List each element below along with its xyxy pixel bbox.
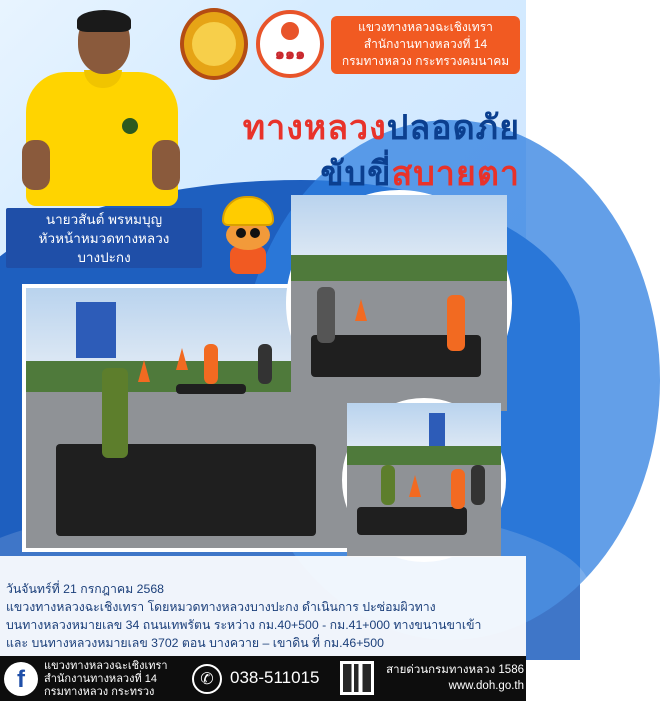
worker bbox=[204, 344, 218, 384]
worker bbox=[451, 469, 465, 509]
worker bbox=[381, 465, 395, 505]
announcement-date: วันจันทร์ที่ 21 กรกฎาคม 2568 bbox=[6, 582, 165, 596]
asphalt-patch bbox=[56, 444, 316, 536]
org-line-1: แขวงทางหลวงฉะเชิงเทรา bbox=[358, 20, 493, 34]
phone-icon: ✆ bbox=[192, 664, 222, 694]
logo-inner-emblem bbox=[192, 22, 236, 66]
worker bbox=[102, 368, 128, 458]
logo-dot bbox=[281, 22, 299, 40]
traffic-cone bbox=[355, 299, 367, 321]
footer-bar bbox=[0, 656, 526, 711]
asphalt-patch bbox=[176, 384, 246, 394]
fb-line-1: แขวงทางหลวงฉะเชิงเทรา bbox=[44, 660, 168, 672]
official-portrait bbox=[22, 8, 182, 206]
worker bbox=[471, 465, 485, 505]
anniversary-number: ๑๑๑ bbox=[274, 43, 306, 63]
official-role-1: หัวหน้าหมวดทางหลวง bbox=[38, 231, 170, 246]
official-name-box bbox=[6, 208, 202, 268]
organization-banner bbox=[331, 16, 520, 74]
qr-code-icon[interactable] bbox=[340, 661, 374, 695]
headline-word-comfortable: สบายตา bbox=[391, 155, 520, 193]
traffic-cone bbox=[409, 475, 421, 497]
fb-line-3: กรมทางหลวง กระทรวงคมนาคม bbox=[44, 686, 155, 711]
mascot-helmet bbox=[222, 196, 274, 226]
mascot-eye-right bbox=[250, 228, 260, 238]
worker bbox=[258, 344, 272, 384]
hotline-info bbox=[384, 662, 524, 694]
announcement-line-2: บนทางหลวงหมายเลข 34 ถนนเทพรัตน ระหว่าง กม.40+500 - กม.41+000 ทางขนานขาเข้า bbox=[6, 618, 482, 632]
announcement-line-3: และ บนทางหลวงหมายเลข 3702 ตอน บางควาย – เขาดิน ที่ กม.46+500 bbox=[6, 636, 384, 650]
fb-line-2: สำนักงานทางหลวงที่ 14 bbox=[44, 673, 158, 685]
thumbs-up-right bbox=[152, 140, 180, 190]
official-name: นายวสันต์ พรหมบุญ bbox=[45, 212, 163, 227]
photo-building bbox=[76, 302, 116, 358]
facebook-icon[interactable]: f bbox=[4, 662, 38, 696]
worker bbox=[447, 295, 465, 351]
headline-word-safe: ปลอดภัย bbox=[386, 109, 520, 147]
website-link[interactable]: www.doh.go.th bbox=[448, 680, 524, 692]
traffic-cone bbox=[176, 348, 188, 370]
org-line-3: กรมทางหลวง กระทรวงคมนาคม bbox=[341, 54, 510, 68]
phone-number[interactable]: 038-511015 bbox=[230, 668, 320, 687]
facebook-page-name[interactable] bbox=[44, 660, 194, 712]
anniversary-logo bbox=[256, 10, 324, 78]
shirt-emblem bbox=[122, 118, 138, 134]
announcement-text bbox=[0, 556, 526, 656]
headline-word-drive: ขับขี่ bbox=[320, 155, 392, 193]
official-role-2: บางปะกง bbox=[77, 250, 131, 265]
highway-mascot bbox=[212, 196, 284, 276]
traffic-cone bbox=[138, 360, 150, 382]
org-line-2: สำนักงานทางหลวงที่ 14 bbox=[363, 37, 488, 51]
thumbs-up-left bbox=[22, 140, 50, 190]
hair bbox=[77, 10, 131, 32]
road-repair-photo-circle-1 bbox=[286, 190, 512, 416]
announcement-line-1: แขวงทางหลวงฉะเชิงเทรา โดยหมวดทางหลวงบางปะกง ดำเนินการ ปะซ่อมผิวทาง bbox=[6, 600, 436, 614]
road-repair-photo-circle-2 bbox=[342, 398, 506, 562]
mascot-eye-left bbox=[236, 228, 246, 238]
worker bbox=[317, 287, 335, 343]
asphalt-patch bbox=[357, 507, 467, 535]
department-of-highways-logo bbox=[180, 8, 248, 80]
hotline-text: สายด่วนกรมทางหลวง 1586 bbox=[386, 664, 524, 676]
mascot-body bbox=[230, 246, 266, 274]
qr-pattern bbox=[343, 664, 371, 692]
headline-word-highway: ทางหลวง bbox=[242, 109, 387, 147]
